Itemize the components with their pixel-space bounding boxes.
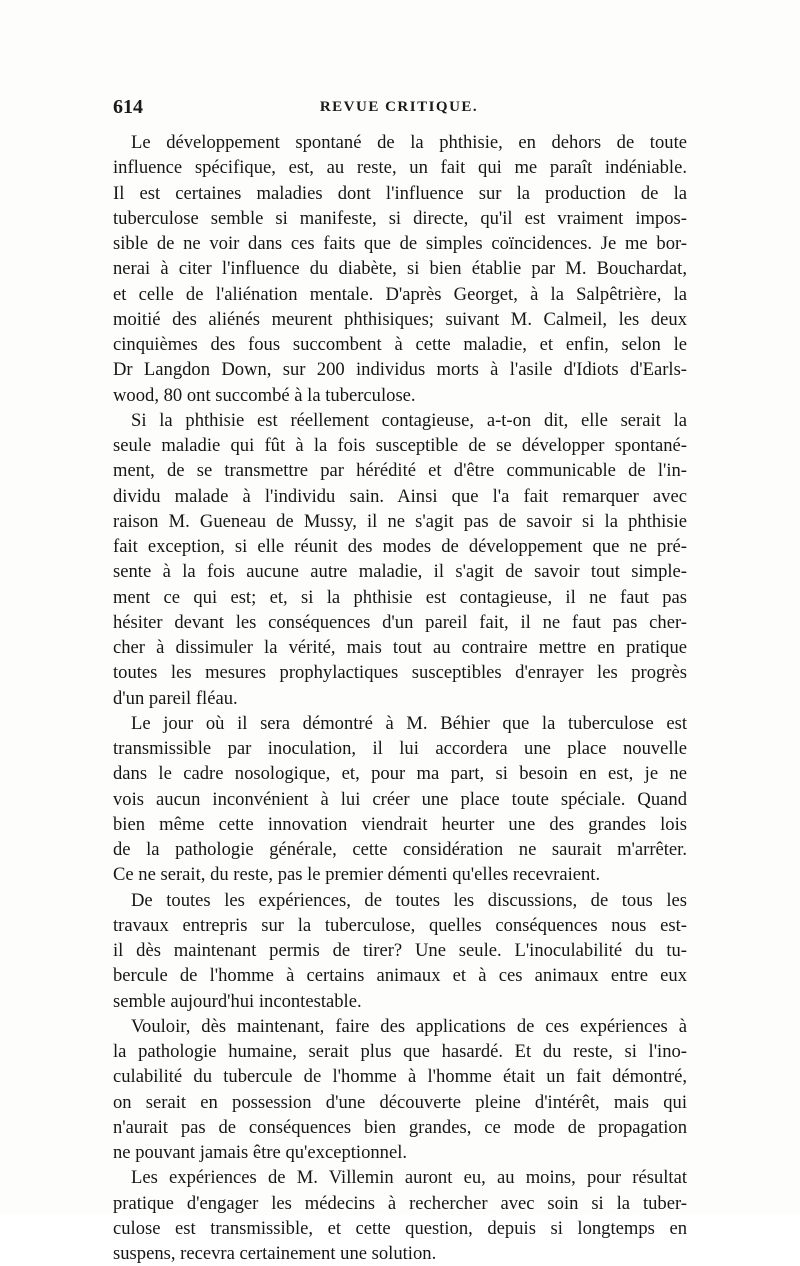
- text-line: la pathologie humaine, serait plus que hasardé. Et du reste, si l'ino-: [113, 1041, 687, 1062]
- text-line: culose est transmissible, et cette question, depuis si longtemps en: [113, 1217, 687, 1239]
- text-line: vois aucun inconvénient à lui créer une place toute spéciale. Quand: [113, 788, 687, 810]
- paragraph: [113, 1165, 687, 1266]
- text-line: ne pouvant jamais être qu'exceptionnel.: [113, 1142, 408, 1163]
- text-line: De toutes les expériences, de toutes les discussions, de tous les: [131, 889, 687, 911]
- text-line: Les expériences de M. Villemin auront eu, au moins, pour résultat: [131, 1167, 687, 1189]
- body-text: [113, 130, 687, 1266]
- text-line: sente à la fois aucune autre maladie, il s'agit de savoir tout simple-: [113, 561, 687, 583]
- text-line: Il est certaines maladies dont l'influence sur la production de la: [113, 182, 687, 204]
- text-line: cinquièmes des fous succombent à cette maladie, et enfin, selon le: [113, 334, 687, 355]
- text-line: on serait en possession d'une découverte pleine d'intérêt, mais qui: [113, 1091, 687, 1113]
- text-line: n'aurait pas de conséquences bien grandes, ce mode de propagation: [113, 1116, 687, 1138]
- text-line: hésiter devant les conséquences d'un pareil fait, il ne faut pas cher-: [113, 611, 687, 633]
- text-line: cher à dissimuler la vérité, mais tout au contraire mettre en pratique: [113, 637, 687, 658]
- text-line: il dès maintenant permis de tirer? Une seule. L'inoculabilité du tu-: [113, 940, 687, 961]
- text-line: moitié des aliénés meurent phthisiques; suivant M. Calmeil, les deux: [113, 308, 687, 330]
- text-line: bien même cette innovation viendrait heurter une des grandes lois: [113, 813, 687, 835]
- text-line: nerai à citer l'influence du diabète, si bien établie par M. Bouchardat,: [113, 258, 687, 280]
- text-line: dividu malade à l'individu sain. Ainsi que l'a fait remarquer avec: [113, 485, 687, 507]
- paragraph: [113, 130, 687, 408]
- paragraph: [113, 711, 687, 888]
- text-line: et celle de l'aliénation mentale. D'après Georget, à la Salpêtrière, la: [113, 283, 687, 305]
- text-line: toutes les mesures prophylactiques susceptibles d'enrayer les progrès: [113, 662, 687, 684]
- text-line: Dr Langdon Down, sur 200 individus morts à l'asile d'Idiots d'Earls-: [113, 359, 687, 381]
- text-line: pratique d'engager les médecins à rechercher avec soin si la tuber-: [113, 1192, 687, 1214]
- paragraph: [113, 888, 687, 1014]
- text-line: sible de ne voir dans ces faits que de simples coïncidences. Je me bor-: [113, 233, 687, 254]
- text-line: Vouloir, dès maintenant, faire des applications de ces expériences à: [131, 1015, 687, 1037]
- text-line: travaux entrepris sur la tuberculose, quelles conséquences nous est-: [113, 914, 687, 936]
- text-line: ment ce qui est; et, si la phthisie est contagieuse, il ne faut pas: [113, 586, 687, 608]
- page-header: [113, 96, 685, 126]
- paragraph: [113, 408, 687, 711]
- text-line: semble aujourd'hui incontestable.: [113, 990, 362, 1012]
- text-line: Si la phthisie est réellement contagieuse, a-t-on dit, elle serait la: [131, 409, 687, 431]
- text-line: transmissible par inoculation, il lui accordera une place nouvelle: [113, 738, 687, 759]
- paragraph: [113, 1014, 687, 1166]
- text-line: Ce ne serait, du reste, pas le premier démenti qu'elles recevraient.: [113, 864, 601, 886]
- text-line: dans le cadre nosologique, et, pour ma part, si besoin en est, je ne: [113, 763, 687, 785]
- text-line: fait exception, si elle réunit des modes de développement que ne pré-: [113, 536, 687, 557]
- text-line: Le développement spontané de la phthisie, en dehors de toute: [131, 132, 687, 153]
- text-line: culabilité du tubercule de l'homme à l'homme était un fait démontré,: [113, 1066, 687, 1088]
- running-head: REVUE CRITIQUE.: [319, 99, 479, 115]
- text-line: ment, de se transmettre par hérédité et d'être communicable de l'in-: [113, 460, 687, 482]
- text-line: bercule de l'homme à certains animaux et à ces animaux entre eux: [113, 965, 687, 987]
- text-line: d'un pareil fléau.: [113, 687, 238, 709]
- text-line: wood, 80 ont succombé à la tuberculose.: [113, 384, 416, 406]
- text-line: Le jour où il sera démontré à M. Béhier que la tuberculose est: [131, 712, 687, 734]
- text-line: seule maladie qui fût à la fois susceptible de se développer spontané-: [113, 435, 687, 456]
- text-line: raison M. Gueneau de Mussy, il ne s'agit pas de savoir si la phthisie: [113, 510, 687, 532]
- text-line: tuberculose semble si manifeste, si directe, qu'il est vraiment impos-: [113, 207, 687, 229]
- page-number: 614: [113, 96, 143, 118]
- text-line: influence spécifique, est, au reste, un fait qui me paraît indéniable.: [113, 157, 687, 179]
- text-line: de la pathologie générale, cette considération ne saurait m'arrêter.: [113, 839, 687, 860]
- text-line: suspens, recevra certainement une solution.: [113, 1243, 437, 1264]
